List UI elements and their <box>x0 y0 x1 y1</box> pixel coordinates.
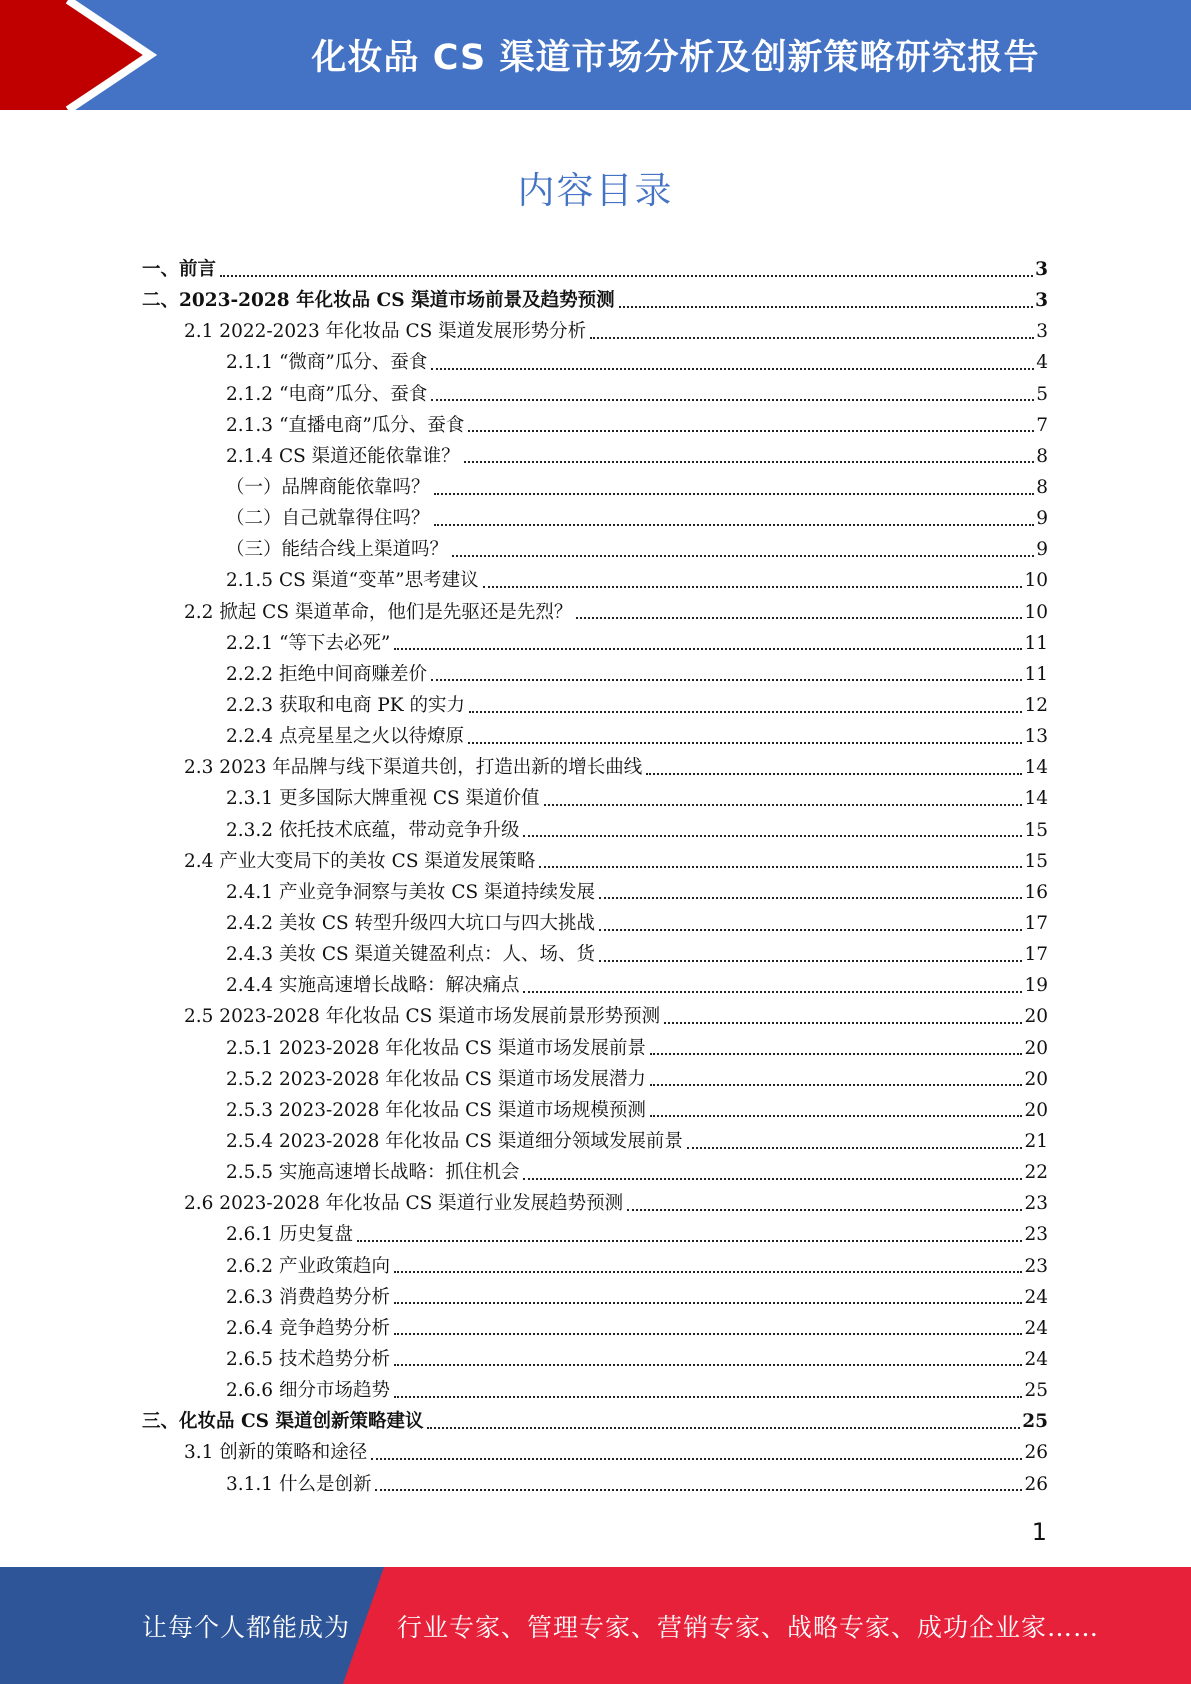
toc-entry-title: 2.6.6 细分市场趋势 <box>226 1380 390 1402</box>
toc-entry-page: 24 <box>1024 1286 1048 1308</box>
toc-entry-page: 13 <box>1024 726 1048 748</box>
toc-leader-dots <box>664 1020 1022 1024</box>
toc-leader-dots <box>650 1082 1023 1086</box>
toc-entry[interactable] <box>142 690 1048 721</box>
footer-banner <box>0 1567 1191 1684</box>
toc-entry[interactable] <box>142 1437 1048 1468</box>
toc-entry-title: 2.6.3 消费趋势分析 <box>226 1286 390 1308</box>
toc-entry[interactable] <box>142 347 1048 378</box>
toc-leader-dots <box>650 1051 1023 1055</box>
toc-leader-dots <box>431 366 1034 370</box>
toc-entry[interactable] <box>142 1157 1048 1188</box>
toc-entry-page: 14 <box>1024 757 1048 779</box>
toc-leader-dots <box>220 273 1033 277</box>
toc-entry[interactable] <box>142 441 1048 472</box>
toc-entry-page: 3 <box>1035 290 1048 312</box>
toc-entry-page: 24 <box>1024 1348 1048 1370</box>
toc-entry[interactable] <box>142 939 1048 970</box>
toc-entry[interactable] <box>142 597 1048 628</box>
toc-leader-dots <box>394 1331 1022 1335</box>
toc-entry[interactable] <box>142 628 1048 659</box>
header-banner <box>0 0 1191 110</box>
toc-entry-page: 22 <box>1024 1162 1048 1184</box>
toc-entry-title: （一）品牌商能依靠吗？ <box>226 477 430 499</box>
toc-entry-page: 7 <box>1036 414 1048 436</box>
toc-leader-dots <box>523 833 1022 837</box>
toc-entry-page: 20 <box>1024 1006 1048 1028</box>
toc-entry-page: 4 <box>1036 352 1048 374</box>
toc-leader-dots <box>627 1207 1022 1211</box>
toc-entry-title: 一、前言 <box>142 259 217 281</box>
toc-leader-dots <box>394 1300 1022 1304</box>
toc-entry-page: 21 <box>1024 1131 1048 1152</box>
toc-entry[interactable] <box>142 1251 1048 1282</box>
toc-entry-page: 10 <box>1024 570 1048 592</box>
toc-leader-dots <box>523 1176 1022 1180</box>
toc-leader-dots <box>544 802 1023 806</box>
toc-leader-dots <box>687 1145 1023 1149</box>
toc-entry-page: 19 <box>1024 975 1048 997</box>
toc-entry[interactable] <box>142 1313 1048 1344</box>
toc-entry[interactable] <box>142 877 1048 908</box>
toc-leader-dots <box>650 1113 1023 1117</box>
toc-entry-page: 9 <box>1036 508 1048 530</box>
toc-entry[interactable] <box>142 285 1048 316</box>
toc-leader-dots <box>464 459 1035 463</box>
toc-entry-title: 2.4.4 实施高速增长战略：解决痛点 <box>226 975 520 997</box>
toc-entry-title: 2.1.3 “直播电商”瓜分、蚕食 <box>226 414 465 436</box>
toc-entry-title: 2.5.5 实施高速增长战略：抓住机会 <box>226 1162 520 1184</box>
toc-entry[interactable] <box>142 1344 1048 1375</box>
toc-entry-title: 2.4 产业大变局下的美妆 CS 渠道发展策略 <box>184 850 536 872</box>
toc-entry-title: 2.5.4 2023-2028 年化妆品 CS 渠道细分领域发展前景 <box>226 1131 683 1152</box>
toc-entry[interactable] <box>142 1468 1048 1499</box>
toc-entry-title: 2.4.1 产业竞争洞察与美妆 CS 渠道持续发展 <box>226 881 596 903</box>
toc-entry-page: 10 <box>1024 601 1048 623</box>
toc-entry[interactable] <box>142 1219 1048 1250</box>
toc-leader-dots <box>468 740 1022 744</box>
toc-leader-dots <box>523 989 1022 993</box>
toc-entry-page: 25 <box>1022 1411 1048 1433</box>
toc-leader-dots <box>431 397 1034 401</box>
toc-entry-page: 15 <box>1024 850 1048 872</box>
toc-entry[interactable] <box>142 1095 1048 1126</box>
toc-entry[interactable] <box>142 659 1048 690</box>
toc-entry-title: 2.5.3 2023-2028 年化妆品 CS 渠道市场规模预测 <box>226 1099 646 1121</box>
toc-leader-dots <box>375 1487 1022 1491</box>
toc-entry-page: 11 <box>1024 632 1048 654</box>
toc-entry-title: 2.5 2023-2028 年化妆品 CS 渠道市场发展前景形势预测 <box>184 1006 661 1028</box>
toc-entry-title: 2.1 2022-2023 年化妆品 CS 渠道发展形势分析 <box>184 321 587 343</box>
toc-leader-dots <box>539 864 1022 868</box>
toc-entry-page: 24 <box>1024 1317 1048 1339</box>
toc-entry-page: 20 <box>1024 1068 1048 1090</box>
toc-leader-dots <box>394 1362 1022 1366</box>
toc-entry[interactable] <box>142 254 1048 285</box>
toc-entry[interactable] <box>142 1375 1048 1406</box>
toc-leader-dots <box>483 584 1023 588</box>
toc-leader-dots <box>452 553 1034 557</box>
toc-entry-page: 26 <box>1024 1473 1048 1495</box>
toc-entry-title: 2.3.1 更多国际大牌重视 CS 渠道价值 <box>226 788 540 810</box>
toc-entry-title: 3.1 创新的策略和途径 <box>184 1442 368 1464</box>
toc-entry-title: 2.3.2 依托技术底蕴，带动竞争升级 <box>226 819 520 841</box>
toc-leader-dots <box>431 677 1022 681</box>
toc-entry[interactable] <box>142 1126 1048 1157</box>
toc-entry-page: 23 <box>1024 1193 1048 1215</box>
toc-entry[interactable] <box>142 815 1048 846</box>
toc-entry[interactable] <box>142 970 1048 1001</box>
toc-entry-page: 17 <box>1024 913 1048 935</box>
toc-entry[interactable] <box>142 379 1048 410</box>
toc-leader-dots <box>468 428 1034 432</box>
toc-leader-dots <box>619 304 1034 308</box>
toc-entry-title: 2.5.1 2023-2028 年化妆品 CS 渠道市场发展前景 <box>226 1037 646 1059</box>
toc-entry-title: 2.6 2023-2028 年化妆品 CS 渠道行业发展趋势预测 <box>184 1193 624 1215</box>
footer-slogan-right: 行业专家、管理专家、营销专家、战略专家、成功企业家…… <box>397 1612 1100 1642</box>
toc-entry-title: 2.2 掀起 CS 渠道革命，他们是先驱还是先烈？ <box>184 601 573 623</box>
toc-leader-dots <box>394 1269 1022 1273</box>
toc-entry-page: 23 <box>1024 1224 1048 1246</box>
toc-entry[interactable] <box>142 783 1048 814</box>
toc-entry-title: 2.4.2 美妆 CS 转型升级四大坑口与四大挑战 <box>226 913 596 935</box>
toc-leader-dots <box>590 335 1034 339</box>
toc-entry[interactable] <box>142 410 1048 441</box>
toc-entry-title: 2.4.3 美妆 CS 渠道关键盈利点：人、场、货 <box>226 944 596 966</box>
toc-entry-title: 2.6.4 竞争趋势分析 <box>226 1317 390 1339</box>
toc-entry-title: 2.2.2 拒绝中间商赚差价 <box>226 663 427 685</box>
toc-leader-dots <box>394 646 1022 650</box>
toc-leader-dots <box>469 709 1022 713</box>
toc-leader-dots <box>434 491 1035 495</box>
toc-entry[interactable] <box>142 472 1048 503</box>
toc-entry-title: 2.1.4 CS 渠道还能依靠谁？ <box>226 445 460 467</box>
toc-leader-dots <box>357 1238 1023 1242</box>
table-of-contents <box>142 254 1048 1500</box>
toc-entry-page: 26 <box>1024 1442 1048 1464</box>
toc-entry-title: 2.1.1 “微商”瓜分、蚕食 <box>226 352 428 374</box>
toc-entry-page: 9 <box>1036 539 1048 561</box>
toc-entry-title: 2.2.1 “等下去必死” <box>226 632 391 654</box>
toc-entry-title: 2.2.4 点亮星星之火以待燎原 <box>226 726 464 748</box>
toc-entry-title: 2.6.1 历史复盘 <box>226 1224 353 1246</box>
toc-entry-title: 2.5.2 2023-2028 年化妆品 CS 渠道市场发展潜力 <box>226 1068 646 1090</box>
toc-entry-page: 15 <box>1024 819 1048 841</box>
toc-entry-title: 2.2.3 获取和电商 PK 的实力 <box>226 695 465 717</box>
toc-entry-title: 3.1.1 什么是创新 <box>226 1473 372 1495</box>
toc-leader-dots <box>371 1456 1022 1460</box>
toc-entry[interactable] <box>142 1064 1048 1095</box>
toc-entry-page: 20 <box>1024 1099 1048 1121</box>
toc-entry-title: 三、化妆品 CS 渠道创新策略建议 <box>142 1411 424 1433</box>
toc-entry[interactable] <box>142 908 1048 939</box>
toc-leader-dots <box>434 522 1035 526</box>
toc-leader-dots <box>576 615 1022 619</box>
toc-entry-title: 2.1.2 “电商”瓜分、蚕食 <box>226 383 428 405</box>
toc-entry[interactable] <box>142 565 1048 596</box>
toc-entry[interactable] <box>142 1188 1048 1219</box>
toc-entry-page: 20 <box>1024 1037 1048 1059</box>
chevron-arrow-icon <box>0 0 160 110</box>
toc-entry-page: 8 <box>1036 445 1048 467</box>
toc-entry-page: 3 <box>1035 259 1048 281</box>
toc-entry[interactable] <box>142 1001 1048 1032</box>
toc-entry[interactable] <box>142 534 1048 565</box>
toc-entry-title: （二）自己就靠得住吗？ <box>226 508 430 530</box>
toc-entry-title: 二、2023-2028 年化妆品 CS 渠道市场前景及趋势预测 <box>142 290 615 312</box>
toc-entry-title: 2.3 2023 年品牌与线下渠道共创，打造出新的增长曲线 <box>184 757 643 779</box>
toc-leader-dots <box>427 1425 1020 1429</box>
toc-entry[interactable] <box>142 316 1048 347</box>
toc-entry-title: （三）能结合线上渠道吗？ <box>226 539 449 561</box>
toc-entry-title: 2.1.5 CS 渠道“变革”思考建议 <box>226 570 479 592</box>
page-number: 1 <box>1031 1518 1047 1546</box>
toc-entry[interactable] <box>142 846 1048 877</box>
toc-entry-page: 12 <box>1024 695 1048 717</box>
toc-heading: 内容目录 <box>517 169 674 212</box>
toc-entry-page: 17 <box>1024 944 1048 966</box>
toc-entry[interactable] <box>142 721 1048 752</box>
toc-leader-dots <box>599 895 1022 899</box>
footer-slogan-left: 让每个人都能成为 <box>142 1612 351 1642</box>
toc-entry-page: 11 <box>1024 663 1048 685</box>
toc-entry[interactable] <box>142 752 1048 783</box>
toc-entry-title: 2.6.5 技术趋势分析 <box>226 1348 390 1370</box>
toc-entry-page: 25 <box>1024 1380 1048 1402</box>
toc-leader-dots <box>599 927 1022 931</box>
toc-leader-dots <box>599 958 1022 962</box>
toc-entry-page: 14 <box>1024 788 1048 810</box>
toc-entry-title: 2.6.2 产业政策趋向 <box>226 1255 390 1277</box>
toc-entry[interactable] <box>142 503 1048 534</box>
toc-leader-dots <box>646 771 1022 775</box>
toc-entry-page: 3 <box>1036 321 1048 343</box>
toc-entry-page: 23 <box>1024 1255 1048 1277</box>
toc-entry-page: 16 <box>1024 881 1048 903</box>
toc-entry-page: 8 <box>1036 477 1048 499</box>
report-title: 化妆品 CS 渠道市场分析及创新策略研究报告 <box>311 38 1040 78</box>
toc-entry[interactable] <box>142 1033 1048 1064</box>
toc-leader-dots <box>394 1394 1022 1398</box>
toc-entry-page: 5 <box>1036 383 1048 405</box>
toc-entry[interactable] <box>142 1406 1048 1437</box>
toc-entry[interactable] <box>142 1282 1048 1313</box>
